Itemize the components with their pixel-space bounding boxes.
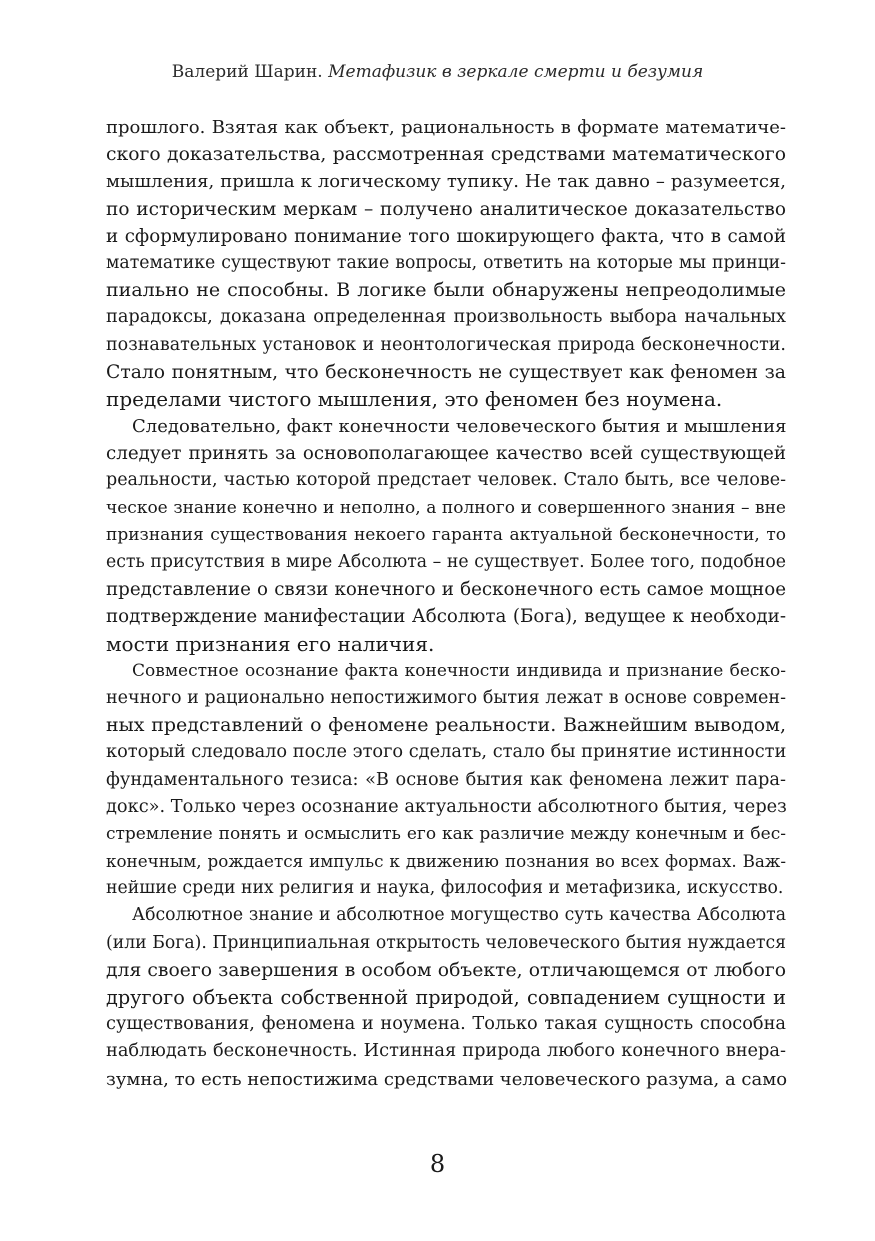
text-line: мости признания его наличия. bbox=[106, 631, 435, 656]
text-line: (или Бога). Принципиальная открытость человеческого бытия нуждается bbox=[106, 932, 786, 953]
text-line: который следовало после этого сделать, стало бы принятие истинности bbox=[106, 742, 787, 763]
text-line: другого объекта собственной природой, совпадением сущности и bbox=[106, 986, 786, 1009]
paragraph bbox=[106, 413, 786, 658]
page-number: 8 bbox=[429, 1150, 446, 1178]
text-line: признания существования некоего гаранта актуальной бесконечности, то bbox=[106, 524, 786, 545]
text-line: докс». Только через осознание актуальности абсолютного бытия, через bbox=[106, 796, 787, 817]
text-line: конечным, рождается импульс к движению познания во всех формах. Важ- bbox=[106, 851, 786, 872]
body-text bbox=[106, 114, 786, 1093]
text-line: пределами чистого мышления, это феномен без ноумена. bbox=[106, 386, 723, 411]
text-line: реальности, частью которой предстает человек. Стало быть, все челове- bbox=[106, 470, 786, 491]
text-line: зумна, то есть непостижима средствами человеческого разума, а само bbox=[106, 1068, 788, 1090]
text-line: мышления, пришла к логическому тупику. Не так давно – разумеется, bbox=[106, 171, 786, 193]
text-line: подтверждение манифестации Абсолюта (Бога), ведущее к необходи- bbox=[106, 606, 786, 628]
running-header bbox=[0, 62, 875, 82]
text-line: есть присутствия в мире Абсолюта – не существует. Более того, подобное bbox=[106, 552, 786, 572]
text-line: нейшие среди них религия и наука, философия и метафизика, искусство. bbox=[106, 878, 784, 899]
text-line: наблюдать бесконечность. Истинная природа любого конечного внера- bbox=[106, 1041, 786, 1062]
text-line: стремление понять и осмыслить его как различие между конечным и бес- bbox=[106, 823, 786, 844]
text-line: ческое знание конечно и неполно, а полного и совершенного знания – вне bbox=[106, 497, 786, 518]
text-line: по историческим меркам – получено аналитическое доказательство bbox=[106, 198, 786, 220]
text-line: и сформулировано понимание того шокирующего факта, что в самой bbox=[106, 225, 786, 247]
text-line: Следовательно, факт конечности человеческого бытия и мышления bbox=[132, 416, 787, 438]
text-line: Стало понятным, что бесконечность не существует как феномен за bbox=[106, 361, 786, 383]
paragraph bbox=[106, 114, 786, 413]
paragraph bbox=[106, 658, 786, 903]
text-line: для своего завершения в особом объекте, отличающемся от любого bbox=[106, 959, 786, 981]
text-line: представление о связи конечного и бесконечного есть самое мощное bbox=[106, 579, 786, 601]
text-line: математике существуют такие вопросы, ответить на которые мы принци- bbox=[106, 252, 786, 273]
text-line: пиально не способны. В логике были обнаружены непреодолимые bbox=[106, 279, 786, 302]
text-line: Совместное осознание факта конечности индивида и признание беско- bbox=[132, 660, 786, 681]
text-line: прошлого. Взятая как объект, рациональность в формате математиче- bbox=[106, 117, 786, 138]
text-line: фундаментального тезиса: «В основе бытия как феномена лежит пара- bbox=[106, 769, 786, 790]
text-line: нечного и рационально непостижимого бытия лежат в основе современ- bbox=[106, 687, 786, 708]
text-line: существования, феномена и ноумена. Только такая сущность способна bbox=[106, 1014, 786, 1035]
text-line: ского доказательства, рассмотренная средствами математического bbox=[106, 144, 786, 166]
text-line: следует принять за основополагающее качество всей существующей bbox=[106, 443, 786, 465]
paragraph bbox=[106, 902, 786, 1092]
header-author: Валерий Шарин. bbox=[171, 62, 323, 82]
text-line: ных представлений о феномене реальности. Важнейшим выводом, bbox=[106, 714, 786, 737]
header-title: Метафизик в зеркале смерти и безумия bbox=[328, 62, 704, 82]
text-line: Абсолютное знание и абсолютное могущество суть качества Абсолюта bbox=[132, 905, 786, 926]
text-line: парадоксы, доказана определенная произвольность выбора начальных bbox=[106, 307, 786, 328]
text-line: познавательных установок и неонтологическая природа бесконечности. bbox=[106, 334, 786, 355]
